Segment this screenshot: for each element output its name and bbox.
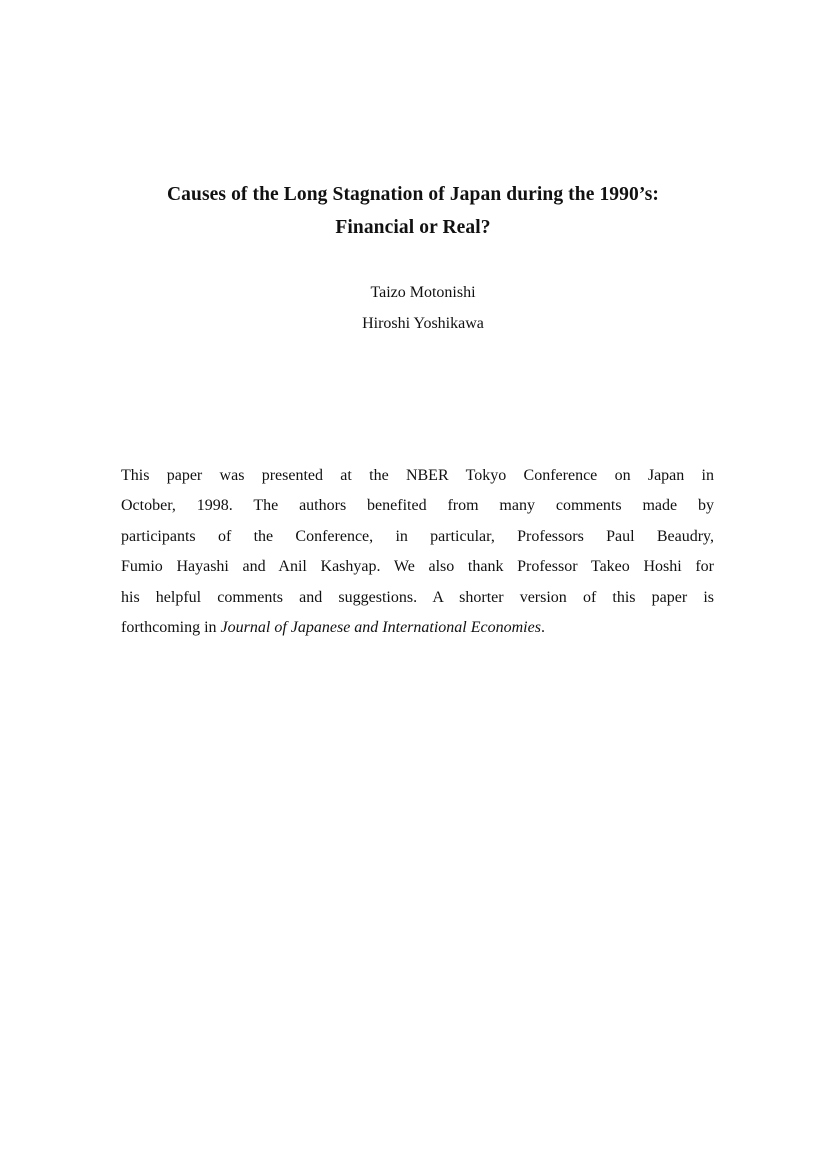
paragraph-last-line [121,613,714,643]
author-name: Hiroshi Yoshikawa [362,315,484,332]
paragraph-line: October, 1998. The authors benefited from many comments made by [121,497,714,515]
paragraph-line: his helpful comments and suggestions. A shorter version of this paper is [121,588,714,606]
author-list [0,277,826,339]
acknowledgement-paragraph [121,461,714,643]
journal-name: Journal of Japanese and International Economies [220,619,541,637]
title-line-1: Causes of the Long Stagnation of Japan during the 1990’s: [167,184,659,205]
paragraph-line: Fumio Hayashi and Anil Kashyap. We also thank Professor Takeo Hoshi for [121,558,714,576]
last-line-prefix: forthcoming in [121,619,221,637]
last-line-suffix: . [540,619,545,637]
author-name: Taizo Motonishi [370,284,476,301]
title-line-2: Financial or Real? [335,217,491,238]
paragraph-line: participants of the Conference, in particular, Professors Paul Beaudry, [121,527,714,545]
paper-title [0,178,826,244]
paragraph-line: This paper was presented at the NBER Tokyo Conference on Japan in [121,467,714,484]
